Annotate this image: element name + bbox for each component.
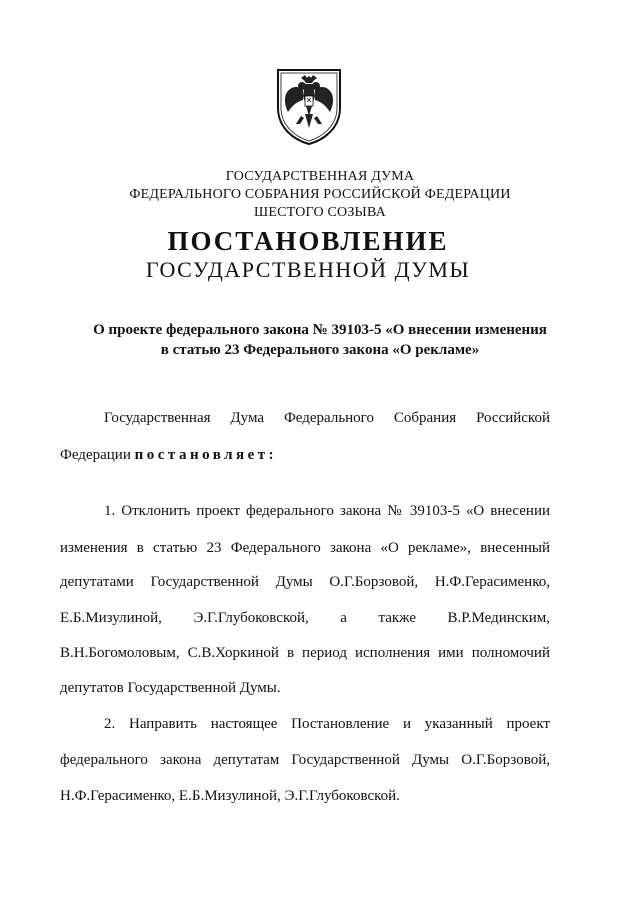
preamble-text: Федерации [60, 447, 131, 463]
coat-of-arms-emblem [274, 66, 344, 146]
header-line-3: ШЕСТОГО СОЗЫВА [254, 205, 386, 220]
document-issuer-title: ГОСУДАРСТВЕННОЙ ДУМЫ [145, 257, 471, 282]
item1-line-2: изменения в статью 23 Федерального закона «О рекламе», внесенный [60, 540, 550, 556]
resolution-verb: постановляет: [134, 447, 278, 463]
preamble-line-2 [60, 447, 550, 464]
document-subject [0, 320, 640, 360]
item2-line-1: 2. Направить настоящее Постановление и указанный проект [104, 716, 550, 732]
preamble-line-1: Государственная Дума Федерального Собрания Российской [104, 410, 550, 426]
item2-line-3: Н.Ф.Герасименко, Е.Б.Мизулиной, Э.Г.Глубоковской. [60, 788, 400, 804]
item1-line-6: депутатов Государственной Думы. [60, 680, 281, 696]
subject-line-2: в статью 23 Федерального закона «О рекламе» [160, 342, 480, 358]
header-line-1: ГОСУДАРСТВЕННАЯ ДУМА [225, 169, 415, 184]
item1-line-3: депутатами Государственной Думы О.Г.Борзовой, Н.Ф.Герасименко, [60, 574, 550, 590]
item1-line-4: Е.Б.Мизулиной, Э.Г.Глубоковской, а также В.Р.Мединским, [60, 610, 550, 626]
item1-line-5: В.Н.Богомоловым, С.В.Хоркиной в период исполнения ими полномочий [60, 645, 550, 661]
header-line-2: ФЕДЕРАЛЬНОГО СОБРАНИЯ РОССИЙСКОЙ ФЕДЕРАЦИИ [129, 187, 511, 202]
document-type-title: ПОСТАНОВЛЕНИЕ [167, 226, 449, 256]
item1-line-1: 1. Отклонить проект федерального закона № 39103-5 «О внесении [104, 503, 550, 519]
item2-line-2: федерального закона депутатам Государственной Думы О.Г.Борзовой, [60, 752, 550, 768]
issuer-header [0, 168, 640, 222]
subject-line-1: О проекте федерального закона № 39103-5 «О внесении изменения [93, 322, 547, 338]
